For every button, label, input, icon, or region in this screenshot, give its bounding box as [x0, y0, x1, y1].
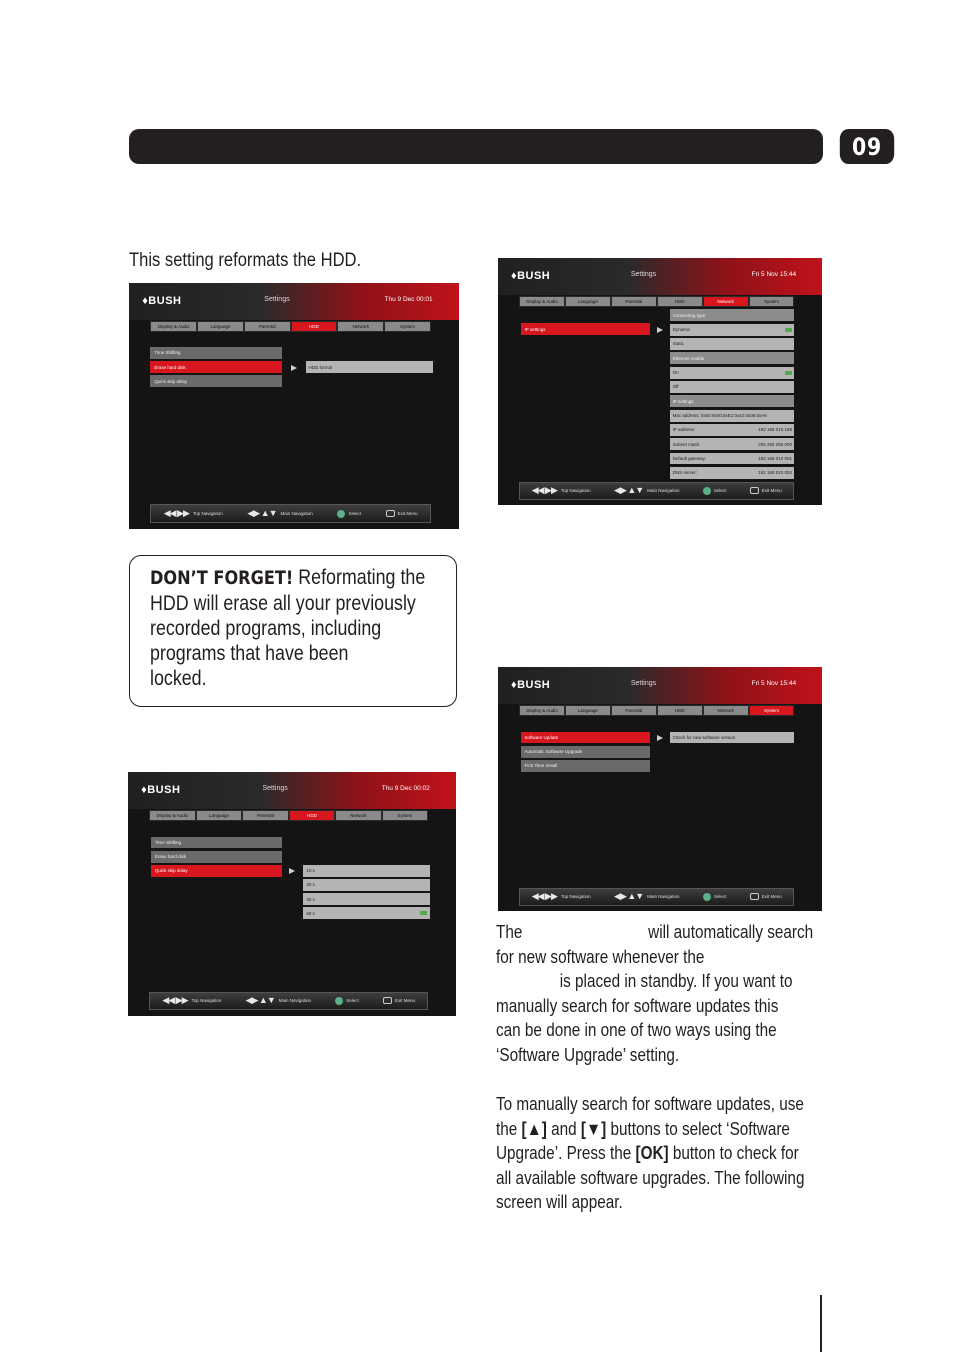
tab-language[interactable]: Language [565, 296, 611, 307]
screen-title: Settings [262, 784, 288, 792]
tab-display-audio[interactable]: Display & Audio [519, 705, 565, 716]
tv-screen-quick-skip-delay [128, 772, 456, 1016]
tab-parental[interactable]: Parental [242, 810, 288, 821]
menu-item-software-update[interactable]: Software Update [521, 732, 651, 744]
option-check-new-software[interactable]: Check for new software version [670, 732, 795, 744]
nav-label-exit: Exit Menu [394, 998, 415, 1004]
nav-label-top: Top Navigation [560, 894, 591, 900]
arrows-icon: ◀▶ ▲▼ [245, 995, 275, 1006]
tab-display-audio[interactable]: Display & Audio [149, 810, 195, 821]
exit-button-icon [383, 997, 392, 1004]
tab-hdd[interactable]: HDD [289, 810, 335, 821]
menu-item-quick-skip-delay[interactable]: Quick skip delay [150, 375, 282, 387]
tab-parental[interactable]: Parental [611, 296, 657, 307]
dont-forget-note: DON’T FORGET! Reformating the HDD will erase all your previously recorded programs, including programs that have been locked. [129, 555, 457, 707]
screen-date: Thu 9 Dec 00:02 [381, 784, 430, 792]
bush-logo: ♦BUSH [141, 783, 181, 796]
screen-nav-bar [519, 888, 794, 906]
nav-label-top: Top Navigation [192, 511, 223, 517]
screen-date: Fri 5 Nov 15:44 [751, 270, 797, 278]
exit-button-icon [750, 487, 759, 494]
nav-label-exit: Exit Menu [761, 894, 782, 900]
tab-language[interactable]: Language [565, 705, 611, 716]
nav-label-main: Main Navigation [647, 894, 680, 900]
nav-label-exit: Exit Menu [397, 511, 418, 517]
option-static[interactable]: Static [670, 338, 795, 350]
up-button-label: [▲] [521, 1118, 547, 1139]
tab-display-audio[interactable]: Display & Audio [150, 321, 197, 332]
tab-system[interactable]: System [382, 810, 428, 821]
nav-label-main: Main Navigation [278, 998, 312, 1004]
screen-tabs [150, 321, 431, 332]
field-dns-server[interactable]: DNS server: 192 168 010 002 [670, 467, 795, 479]
tab-hdd[interactable]: HDD [657, 705, 703, 716]
exit-button-icon [750, 893, 759, 900]
tv-screen-erase-hdd [129, 283, 459, 529]
intro-text: This setting reformats the HDD. [129, 249, 362, 271]
option-40s[interactable]: 40 s [303, 893, 429, 905]
tab-language[interactable]: Language [197, 321, 244, 332]
option-on[interactable]: On [670, 367, 795, 379]
play-arrow-icon [289, 868, 295, 874]
screen-tabs [519, 705, 794, 716]
bush-logo: ♦BUSH [510, 269, 551, 282]
menu-item-time-shifting[interactable]: Time Shifting [150, 347, 282, 359]
screen-nav-bar [149, 992, 428, 1010]
arrows-icon: ◀▶ ▲▼ [614, 891, 644, 902]
screen-tabs [519, 296, 794, 307]
option-dynamic[interactable]: Dynamic [670, 324, 795, 336]
rewind-fastforward-icon: ◀◀ ▶▶ [162, 995, 188, 1006]
tab-hdd[interactable]: HDD [657, 296, 703, 307]
screen-title: Settings [630, 270, 657, 278]
tab-parental[interactable]: Parental [611, 705, 657, 716]
tab-language[interactable]: Language [196, 810, 242, 821]
tab-system[interactable]: System [749, 705, 795, 716]
nav-label-main: Main Navigation [647, 488, 680, 494]
note-lead: DON’T FORGET! [150, 567, 294, 589]
tab-network[interactable]: Network [703, 296, 749, 307]
ok-button-icon [335, 997, 343, 1005]
rewind-fastforward-icon: ◀◀ ▶▶ [531, 485, 557, 496]
nav-label-exit: Exit Menu [761, 488, 782, 494]
screen-tabs [149, 810, 428, 821]
rewind-fastforward-icon: ◀◀ ▶▶ [163, 508, 189, 519]
nav-label-top: Top Navigation [560, 488, 591, 494]
bush-logo: ♦BUSH [142, 294, 182, 307]
option-off[interactable]: Off [670, 381, 795, 393]
tab-system[interactable]: System [749, 296, 795, 307]
nav-label-main: Main Navigation [280, 511, 313, 517]
tv-screen-software-update [498, 667, 822, 911]
option-30s[interactable]: 30 s [303, 879, 429, 891]
check-icon [785, 371, 792, 375]
software-update-paragraph: The will automatically search for new software whenever the is placed in standby. If you want to manually search for software updates this can be done in one of two ways using the ‘Software Upgrade’ setting. [496, 922, 814, 1065]
nav-label-select: Select [348, 511, 361, 517]
menu-item-automatic-software-upgrade[interactable]: Automatic Software Upgrade [521, 746, 651, 758]
nav-label-select: Select [346, 998, 359, 1004]
down-button-label: [▼] [580, 1118, 607, 1139]
tab-network[interactable]: Network [335, 810, 381, 821]
tab-system[interactable]: System [384, 321, 431, 332]
menu-item-ip-settings[interactable]: IP settings [521, 323, 651, 335]
nav-label-select: Select [713, 894, 727, 900]
check-icon [420, 911, 427, 915]
nav-label-select: Select [713, 488, 727, 494]
screen-title: Settings [264, 295, 290, 303]
arrows-icon: ◀▶ ▲▼ [247, 508, 277, 519]
ok-button-label: [OK] [635, 1143, 669, 1163]
option-hdd-format[interactable]: HDD format [306, 361, 433, 373]
play-arrow-icon [657, 327, 663, 333]
manual-search-paragraph: To manually search for software updates, use the [▲] and [▼] buttons to select ‘Software Upgrade’. Press the [OK] button to check for all available software upgrades. The following screen will appear. [496, 1094, 805, 1212]
menu-item-time-shifting[interactable]: Time Shifting [151, 837, 282, 849]
screen-title: Settings [630, 679, 657, 687]
chapter-number-badge: 09 [840, 129, 894, 164]
exit-button-icon [386, 510, 395, 517]
field-ip-address[interactable]: IP address: 192 168 010 188 [670, 424, 795, 436]
tab-network[interactable]: Network [703, 705, 749, 716]
option-ip-settings-header: IP settings [670, 395, 795, 407]
field-mac-address: Mac address: 0x00:0x00:0xE1:0x42:0x08:0xA6 [670, 410, 795, 422]
screen-date: Thu 9 Dec 00:01 [384, 295, 433, 303]
tv-screen-network-ip-settings [498, 258, 822, 505]
menu-item-erase-hard-disk[interactable]: Erase hard disk [151, 851, 282, 863]
page-edge-rule [820, 1295, 822, 1352]
tab-hdd[interactable]: HDD [291, 321, 338, 332]
option-connecting-type: Connecting type: [670, 309, 795, 321]
menu-item-first-time-install[interactable]: First Time Install [521, 760, 651, 772]
ok-button-icon [703, 893, 711, 901]
tab-display-audio[interactable]: Display & Audio [519, 296, 565, 307]
nav-label-top: Top Navigation [191, 998, 222, 1004]
screen-date: Fri 5 Nov 15:44 [751, 679, 797, 687]
screen-nav-bar [150, 504, 431, 522]
ok-button-icon [703, 487, 711, 495]
play-arrow-icon [657, 735, 663, 741]
section-header-bar [129, 129, 823, 164]
tab-network[interactable]: Network [337, 321, 384, 332]
bush-logo: ♦BUSH [510, 678, 551, 691]
option-10s[interactable]: 10 s [303, 865, 429, 877]
option-60s[interactable]: 60 s [303, 907, 429, 919]
tab-parental[interactable]: Parental [244, 321, 291, 332]
ok-button-icon [337, 510, 345, 518]
arrows-icon: ◀▶ ▲▼ [614, 485, 644, 496]
field-subnet-mask[interactable]: Subnet mask: 255 255 255 000 [670, 438, 795, 450]
menu-item-quick-skip-delay[interactable]: Quick skip delay [151, 865, 282, 877]
check-icon [785, 328, 792, 332]
option-ethernet-enable: Ethernet enable [670, 352, 795, 364]
menu-item-erase-hard-disk[interactable]: Erase hard disk [150, 361, 282, 373]
play-arrow-icon [291, 365, 297, 371]
rewind-fastforward-icon: ◀◀ ▶▶ [531, 891, 557, 902]
field-default-gateway[interactable]: Default gateway: 192 168 010 001 [670, 453, 795, 465]
screen-nav-bar [519, 482, 794, 501]
